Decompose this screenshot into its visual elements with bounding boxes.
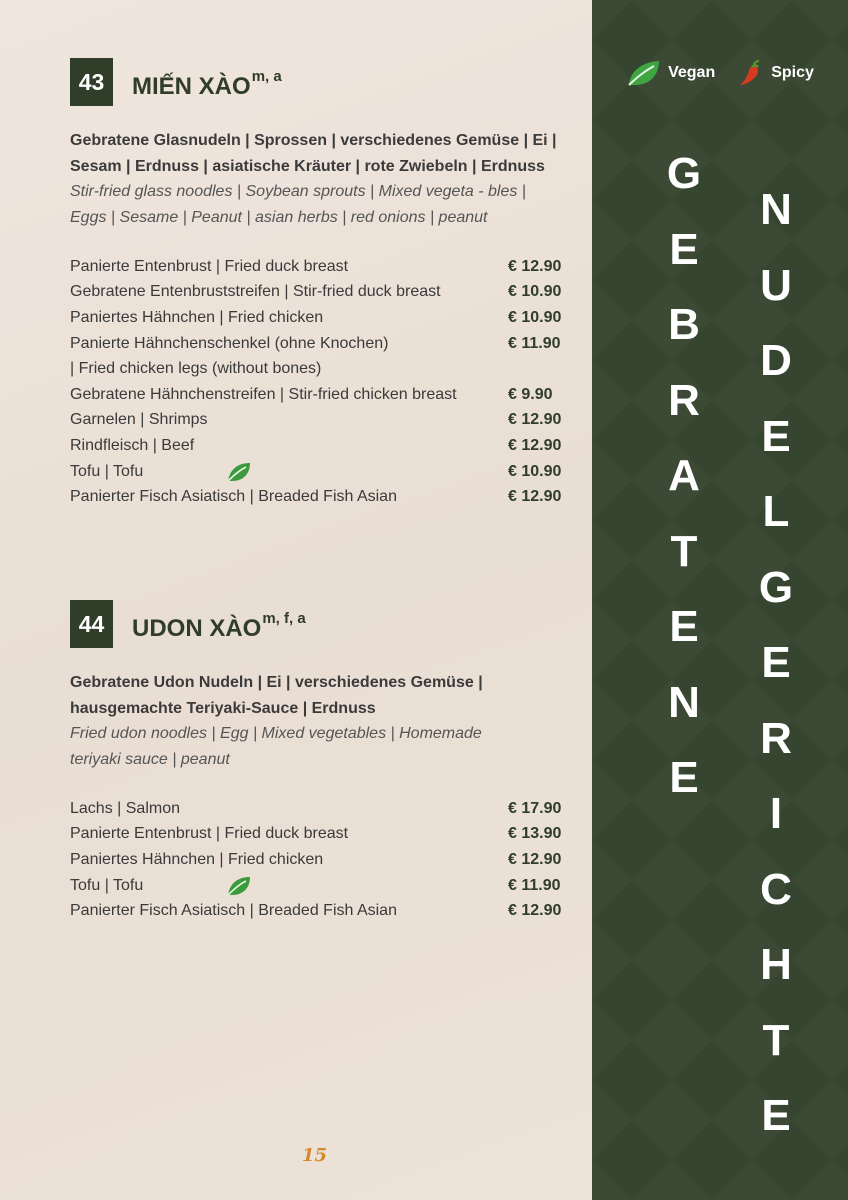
item-price: € 10.90: [508, 462, 562, 480]
dish-section-44: [70, 600, 570, 924]
dish-description: [70, 670, 570, 773]
item-name: Lachs | Salmon: [70, 799, 180, 817]
icon-legend: [592, 58, 848, 88]
item-price: [508, 356, 570, 382]
item-price: € 12.90: [508, 851, 562, 868]
title-letter: T: [762, 1015, 790, 1065]
title-letter: A: [668, 451, 700, 500]
item-price: € 12.90: [508, 902, 562, 920]
dish-section-43: [70, 58, 570, 510]
dish-title-text: MIẾN XÀO: [132, 72, 251, 100]
dish-description: [70, 128, 570, 231]
title-letter: T: [670, 526, 698, 576]
description-en-line: Eggs | Sesame | Peanut | asian herbs | red onions | peanut: [70, 209, 488, 227]
item-name: Panierte Entenbrust | Fried duck breast: [70, 257, 349, 275]
title-letter: D: [760, 336, 792, 385]
legend-spicy-label: Spicy: [771, 64, 814, 81]
title-letter: L: [762, 487, 790, 536]
category-sidebar: [592, 0, 848, 1200]
title-letter: E: [669, 602, 699, 651]
item-name: Tofu | Tofu: [70, 876, 144, 894]
menu-item: [70, 382, 570, 408]
item-price: € 13.90: [508, 825, 562, 843]
item-price: € 12.90: [508, 411, 562, 429]
menu-item: [70, 898, 570, 924]
item-price: € 12.90: [508, 488, 562, 506]
menu-item-vegan: [70, 459, 570, 485]
item-name: Rindfleisch | Beef: [70, 436, 195, 454]
dish-number-badge: 43: [70, 58, 113, 106]
price-list: [70, 254, 570, 510]
vertical-title-gebratene: [656, 149, 712, 832]
vegan-leaf-icon: [226, 875, 252, 897]
title-letter: E: [761, 638, 791, 687]
item-name: Paniertes Hähnchen | Fried chicken: [70, 309, 324, 326]
vertical-title-nudelgerichte: [748, 185, 804, 1170]
description-de-line: Sesam | Erdnuss | asiatische Kräuter | rote Zwiebeln | Erdnuss: [70, 157, 545, 175]
item-price: € 17.90: [508, 799, 562, 817]
price-list: [70, 796, 570, 924]
dish-title-text: UDON XÀO: [132, 614, 262, 642]
title-letter: H: [760, 940, 792, 989]
item-name: | Fried chicken legs (without bones): [70, 360, 322, 378]
item-price: € 11.90: [508, 334, 561, 352]
legend-spicy: [737, 59, 814, 87]
vegan-leaf-icon: [226, 461, 252, 483]
title-letter: R: [668, 375, 700, 425]
menu-item-continued: [70, 356, 570, 382]
title-letter: E: [761, 411, 791, 461]
title-letter: E: [669, 224, 699, 274]
dish-number-badge: 44: [70, 600, 113, 648]
page-number: 15: [302, 1145, 328, 1166]
title-letter: R: [760, 713, 792, 763]
menu-item: [70, 279, 570, 305]
description-en-line: Stir-fried glass noodles | Soybean sprouts | Mixed vegeta - bles |: [70, 183, 526, 201]
menu-item: [70, 847, 570, 873]
title-letter: I: [769, 789, 783, 838]
item-price: € 12.90: [508, 257, 562, 275]
title-letter: G: [666, 149, 702, 198]
title-letter: C: [760, 864, 792, 914]
menu-item: [70, 484, 570, 510]
menu-item: [70, 821, 570, 847]
allergen-codes: m, f, a: [262, 609, 306, 627]
dish-header: [70, 58, 570, 106]
chili-pepper-icon: [737, 59, 765, 87]
title-letter: N: [668, 677, 700, 727]
item-name: Panierte Entenbrust | Fried duck breast: [70, 825, 349, 843]
item-price: € 9.90: [508, 385, 553, 403]
item-price: € 10.90: [508, 283, 562, 301]
item-name: Panierter Fisch Asiatisch | Breaded Fish Asian: [70, 902, 397, 920]
item-name: Tofu | Tofu: [70, 462, 144, 480]
item-price: € 10.90: [508, 309, 562, 326]
item-name: Panierter Fisch Asiatisch | Breaded Fish Asian: [70, 488, 397, 506]
item-name: Gebratene Hähnchenstreifen | Stir-fried chicken breast: [70, 385, 457, 403]
dish-header: [70, 600, 570, 648]
title-letter: N: [760, 185, 792, 234]
item-name: Paniertes Hähnchen | Fried chicken: [70, 851, 324, 868]
description-de-line: Gebratene Udon Nudeln | Ei | verschiedenes Gemüse |: [70, 674, 483, 691]
dish-title: [132, 67, 282, 101]
menu-item-vegan: [70, 873, 570, 899]
legend-vegan-label: Vegan: [668, 64, 716, 81]
title-letter: B: [668, 300, 700, 349]
menu-item: [70, 433, 570, 459]
item-price: € 11.90: [508, 876, 561, 894]
title-letter: E: [669, 753, 699, 802]
item-name: Panierte Hähnchenschenkel (ohne Knochen): [70, 334, 389, 352]
menu-item: [70, 331, 570, 357]
menu-item: [70, 305, 570, 331]
legend-vegan: [626, 59, 715, 87]
title-letter: G: [758, 562, 794, 612]
description-de-line: Gebratene Glasnudeln | Sprossen | verschiedenes Gemüse | Ei |: [70, 132, 557, 149]
menu-item: [70, 407, 570, 433]
description-en-line: Fried udon noodles | Egg | Mixed vegetables | Homemade: [70, 725, 482, 743]
title-letter: E: [761, 1091, 791, 1140]
title-letter: U: [760, 260, 792, 310]
item-name: Garnelen | Shrimps: [70, 411, 208, 429]
description-en-line: teriyaki sauce | peanut: [70, 751, 230, 769]
menu-item: [70, 254, 570, 280]
vegan-leaf-icon: [626, 59, 662, 87]
dish-title: [132, 609, 306, 643]
allergen-codes: m, a: [251, 67, 282, 85]
description-de-line: hausgemachte Teriyaki-Sauce | Erdnuss: [70, 699, 376, 717]
menu-item: [70, 796, 570, 822]
item-name: Gebratene Entenbruststreifen | Stir-fried duck breast: [70, 283, 441, 301]
item-price: € 12.90: [508, 436, 562, 454]
